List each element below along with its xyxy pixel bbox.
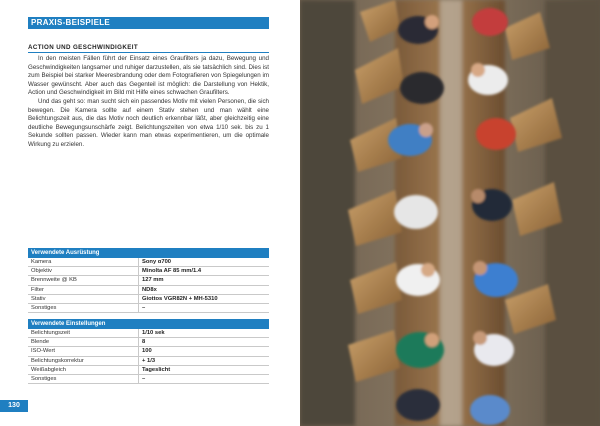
table-header-row [28, 319, 269, 329]
spec-value: 1/10 sek [139, 329, 270, 338]
spec-value: 100 [139, 347, 270, 356]
spec-value: 127 mm [139, 276, 270, 285]
table-row [28, 329, 269, 338]
table-row [28, 303, 269, 312]
table-row [28, 338, 269, 347]
page-number: 130 [0, 400, 28, 412]
spec-value: – [139, 303, 270, 312]
heading-rule [28, 52, 269, 53]
spec-value: Giottos VGR82N + MH-5310 [139, 294, 270, 303]
header-label: PRAXIS-BEISPIELE [31, 18, 111, 27]
table-row [28, 276, 269, 285]
paragraph: Und das geht so: man sucht sich ein passendes Motiv mit vielen Personen, die sich bewegen. Die Kamera sollte auf einem Stativ stehen und man wählt eine Belichtungszeit aus, die das Motiv noch deutlich erkennbar läßt, aber gleichzeitig eine deutliche Bewegungsunschärfe zeigt. Belichtungszeiten von etwa 1/10 sek. bis zu 1 Sekunde sollten passen. Wieder kann man etwas experimentieren, um die optimale Wirkung zu erzielen. [28, 97, 269, 148]
dragon-boat-rowers-photo [300, 0, 600, 426]
spec-key: Blende [28, 338, 139, 347]
article-body [28, 55, 269, 150]
spec-key: Brennweite @ KB [28, 276, 139, 285]
equipment-table [28, 248, 269, 313]
settings-table [28, 319, 269, 384]
table-row [28, 294, 269, 303]
spec-key: ISO-Wert [28, 347, 139, 356]
spec-key: Kamera [28, 258, 139, 267]
table-row [28, 258, 269, 267]
table-header-row [28, 248, 269, 258]
table-row [28, 267, 269, 276]
article-heading: ACTION UND GESCHWINDIGKEIT [28, 44, 139, 51]
table-row [28, 347, 269, 356]
spec-value: Sony α700 [139, 258, 270, 267]
spec-value: Tageslicht [139, 365, 270, 374]
spec-key: Sonstiges [28, 303, 139, 312]
paragraph: In den meisten Fällen führt der Einsatz eines Graufilters ja dazu, Bewegung und Geschwindigkeiten langsamer und ruhiger darzustellen, als sie tatsächlich sind. Dies ist zum Beispiel bei starker Meeresbrandung oder dem Fotografieren von Spiegelungen im Wasser gewünscht. Aber auch das Gegenteil ist möglich: die Darstellung von Hektik, Action und Geschwindigkeit im Bild mit Hilfe eines schwachen Graufilters. [28, 55, 269, 97]
spec-value: – [139, 374, 270, 383]
spec-key: Belichtungszeit [28, 329, 139, 338]
table-row [28, 285, 269, 294]
settings-heading: Verwendete Einstellungen [28, 319, 269, 329]
spec-value: ND8x [139, 285, 270, 294]
table-row [28, 356, 269, 365]
spec-value: Minolta AF 85 mm/1.4 [139, 267, 270, 276]
spec-key: Objektiv [28, 267, 139, 276]
spec-key: Stativ [28, 294, 139, 303]
equipment-heading: Verwendete Ausrüstung [28, 248, 269, 258]
spec-key: Filter [28, 285, 139, 294]
spec-value: + 1/3 [139, 356, 270, 365]
spec-key: Belichtungskorrektur [28, 356, 139, 365]
table-row [28, 365, 269, 374]
table-row [28, 374, 269, 383]
spec-key: Weißabgleich [28, 365, 139, 374]
spec-value: 8 [139, 338, 270, 347]
section-header-bar [28, 17, 269, 29]
spec-key: Sonstiges [28, 374, 139, 383]
